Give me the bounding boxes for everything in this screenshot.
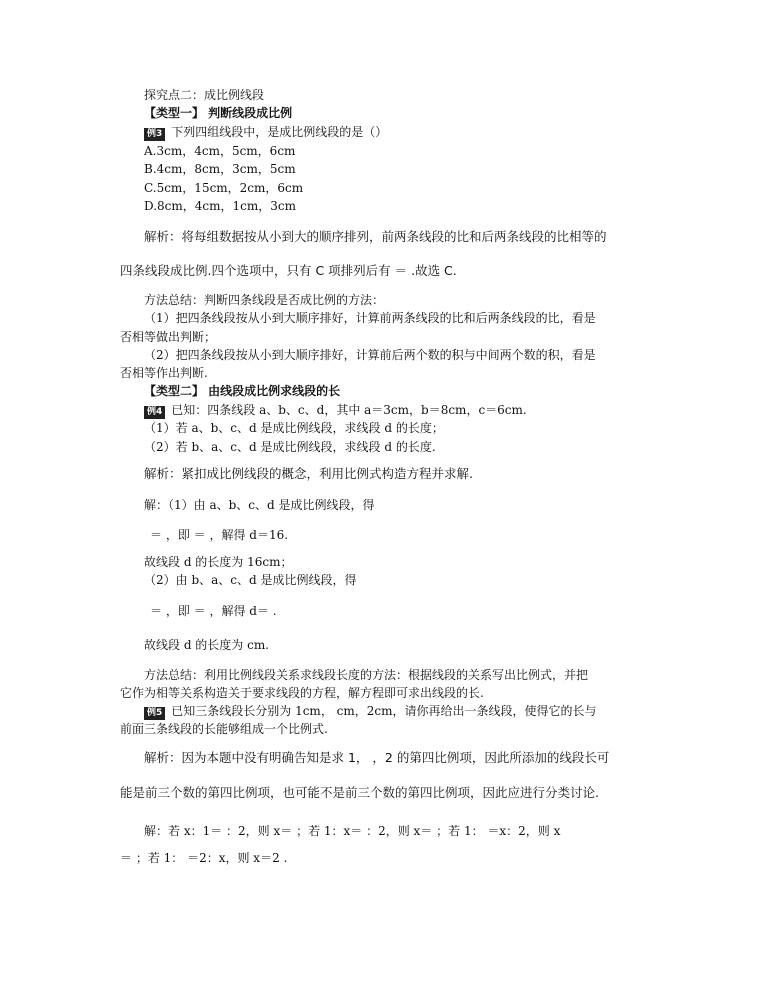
type-one-heading: 【类型一】 判断线段成比例 [144, 106, 293, 120]
option-b: B.4cm，8cm，3cm，5cm [144, 162, 296, 176]
analysis-4: 解析：紧扣成比例线段的概念，利用比例式构造方程并求解. [144, 466, 473, 481]
analysis-3-line1: 解析：将每组数据按从小到大的顺序排列，前两条线段的比和后两条线段的比相等的 [144, 229, 607, 244]
example-4-part2: （2）若 b、a、c、d 是成比例线段，求线段 d 的长度. [144, 440, 436, 454]
method-summary-1-item1: （1）把四条线段按从小到大顺序排好，计算前两条线段的比和后两条线段的比，看是 [144, 311, 596, 325]
option-a: A.3cm，4cm，5cm，6cm [144, 144, 296, 158]
section-heading: 探究点二：成比例线段 [144, 88, 265, 102]
example-4-text: 已知：四条线段 a、b、c、d，其中 a＝3cm，b＝8cm，c＝6cm. [171, 403, 527, 417]
solution-4-part1-result: 故线段 d 的长度为 16cm； [144, 555, 293, 569]
method-summary-2-line2: 它作为相等关系构造关于要求线段的方程，解方程即可求出线段的长. [120, 686, 484, 700]
example-3-question [144, 125, 387, 141]
type-two-heading: 【类型二】 由线段成比例求线段的长 [144, 384, 341, 398]
example-3-label: 例3 [144, 128, 165, 141]
solution-5-line1: 解：若 x：1＝ ：2，则 x＝ ；若 1：x＝ ：2，则 x＝ ；若 1： ＝x：2，则 x [144, 824, 561, 838]
solution-4-part2-equation: ＝ ，即 ＝ ，解得 d＝ . [150, 604, 277, 618]
option-c: C.5cm，15cm，2cm，6cm [144, 181, 304, 195]
method-summary-1-item2: （2）把四条线段按从小到大顺序排好，计算前后两个数的积与中间两个数的积，看是 [144, 348, 596, 362]
analysis-5-line2: 能是前三个数的第四比例项，也可能不是前三个数的第四比例项，因此应进行分类讨论. [120, 785, 599, 800]
solution-4-part2: （2）由 b、a、c、d 是成比例线段，得 [144, 573, 357, 587]
solution-5-line2: ＝ ；若 1： ＝2：x，则 x＝2 . [120, 851, 288, 865]
analysis-3-line2: 四条线段成比例.四个选项中，只有 C 项排列后有 ＝ .故选 C. [120, 263, 457, 278]
solution-4-part1: 解：（1）由 a、b、c、d 是成比例线段，得 [144, 498, 375, 512]
analysis-5-line1: 解析：因为本题中没有明确告知是求 1， ，2 的第四比例项，因此所添加的线段长可 [144, 750, 610, 765]
example-5-label: 例5 [144, 707, 165, 720]
method-summary-2-line1: 方法总结：利用比例线段关系求线段长度的方法：根据线段的关系写出比例式，并把 [144, 668, 589, 682]
option-d: D.8cm，4cm，1cm，3cm [144, 199, 296, 213]
example-5-text: 已知三条线段长分别为 1cm， cm，2cm，请你再给出一条线段，使得它的长与 [171, 704, 597, 718]
solution-4-part2-result: 故线段 d 的长度为 cm. [144, 638, 270, 652]
example-4-label: 例4 [144, 406, 165, 419]
example-5-question-cont: 前面三条线段的长能够组成一个比例式. [120, 722, 328, 736]
method-summary-1-title: 方法总结：判断四条线段是否成比例的方法： [144, 293, 385, 307]
example-3-text: 下列四组线段中，是成比例线段的是（） [171, 125, 388, 139]
method-summary-1-item2-cont: 否相等作出判断. [120, 366, 208, 380]
example-5-question [144, 704, 596, 720]
solution-4-part1-equation: ＝ ，即 ＝ ，解得 d＝16. [150, 528, 289, 542]
example-4-part1: （1）若 a、b、c、d 是成比例线段，求线段 d 的长度； [144, 421, 444, 435]
method-summary-1-item1-cont: 否相等做出判断； [120, 330, 217, 344]
example-4-question [144, 403, 527, 419]
